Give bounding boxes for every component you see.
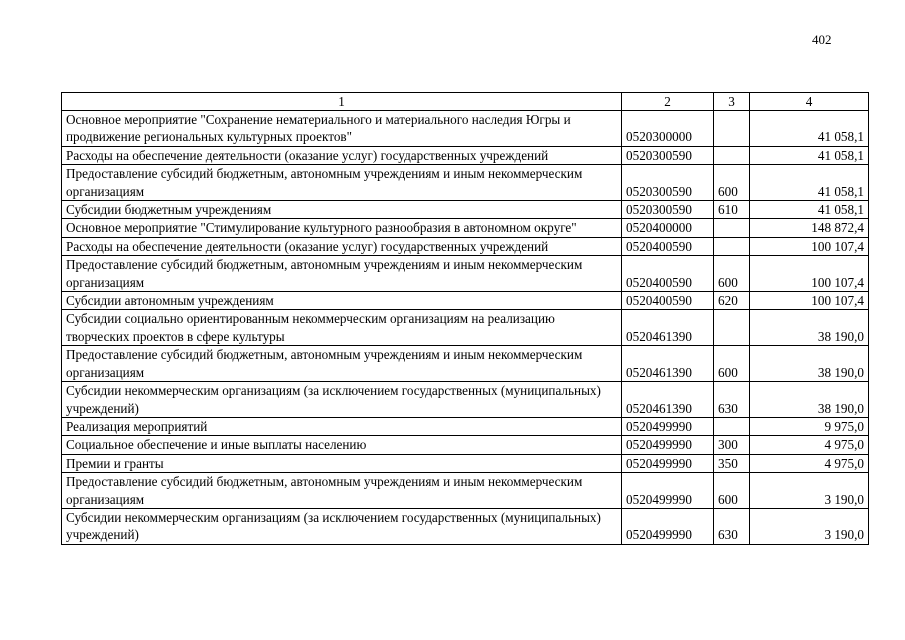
table-row xyxy=(62,346,869,382)
row-amount-cell: 41 058,1 xyxy=(750,111,869,147)
row-expense-type-cell: 600 xyxy=(714,165,750,201)
row-name-cell: Предоставление субсидий бюджетным, автономным учреждениям и иным некоммерческим организациям xyxy=(62,256,622,292)
row-amount-cell: 41 058,1 xyxy=(750,165,869,201)
header-col-3: 3 xyxy=(714,93,750,111)
row-amount-cell: 41 058,1 xyxy=(750,146,869,164)
row-expense-type-cell: 300 xyxy=(714,436,750,454)
header-row xyxy=(62,93,869,111)
row-code-cell: 0520300000 xyxy=(622,111,714,147)
row-name-cell: Предоставление субсидий бюджетным, автономным учреждениям и иным некоммерческим организациям xyxy=(62,473,622,509)
row-code-cell: 0520300590 xyxy=(622,201,714,219)
row-code-cell: 0520300590 xyxy=(622,165,714,201)
table-row xyxy=(62,454,869,472)
row-amount-cell: 100 107,4 xyxy=(750,256,869,292)
row-name-cell: Основное мероприятие "Стимулирование культурного разнообразия в автономном округе" xyxy=(62,219,622,237)
row-code-cell: 0520300590 xyxy=(622,146,714,164)
row-name-cell: Субсидии социально ориентированным некоммерческим организациям на реализацию творческих проектов в сфере культуры xyxy=(62,310,622,346)
row-code-cell: 0520400000 xyxy=(622,219,714,237)
table-row xyxy=(62,201,869,219)
row-expense-type-cell xyxy=(714,111,750,147)
row-expense-type-cell: 630 xyxy=(714,382,750,418)
row-name-cell: Расходы на обеспечение деятельности (оказание услуг) государственных учреждений xyxy=(62,237,622,255)
row-name-cell: Премии и гранты xyxy=(62,454,622,472)
table-row xyxy=(62,417,869,435)
row-amount-cell: 3 190,0 xyxy=(750,473,869,509)
table-row xyxy=(62,382,869,418)
row-expense-type-cell xyxy=(714,310,750,346)
table-row xyxy=(62,111,869,147)
row-code-cell: 0520400590 xyxy=(622,237,714,255)
row-amount-cell: 41 058,1 xyxy=(750,201,869,219)
row-code-cell: 0520461390 xyxy=(622,310,714,346)
row-amount-cell: 38 190,0 xyxy=(750,346,869,382)
row-expense-type-cell: 620 xyxy=(714,292,750,310)
row-code-cell: 0520499990 xyxy=(622,508,714,544)
header-col-4: 4 xyxy=(750,93,869,111)
header-col-2: 2 xyxy=(622,93,714,111)
row-code-cell: 0520499990 xyxy=(622,436,714,454)
table-row xyxy=(62,310,869,346)
row-code-cell: 0520499990 xyxy=(622,417,714,435)
table-row xyxy=(62,436,869,454)
row-amount-cell: 4 975,0 xyxy=(750,454,869,472)
row-name-cell: Основное мероприятие "Сохранение нематериального и материального наследия Югры и продвижение региональных культурных проектов" xyxy=(62,111,622,147)
row-amount-cell: 38 190,0 xyxy=(750,310,869,346)
row-code-cell: 0520400590 xyxy=(622,256,714,292)
row-code-cell: 0520400590 xyxy=(622,292,714,310)
row-amount-cell: 38 190,0 xyxy=(750,382,869,418)
table-row xyxy=(62,473,869,509)
row-amount-cell: 100 107,4 xyxy=(750,292,869,310)
row-amount-cell: 9 975,0 xyxy=(750,417,869,435)
row-code-cell: 0520461390 xyxy=(622,382,714,418)
page-number: 402 xyxy=(812,32,832,47)
row-expense-type-cell: 350 xyxy=(714,454,750,472)
row-name-cell: Субсидии автономным учреждениям xyxy=(62,292,622,310)
row-expense-type-cell xyxy=(714,146,750,164)
row-amount-cell: 100 107,4 xyxy=(750,237,869,255)
table-row xyxy=(62,237,869,255)
row-amount-cell: 4 975,0 xyxy=(750,436,869,454)
table-row xyxy=(62,146,869,164)
row-name-cell: Реализация мероприятий xyxy=(62,417,622,435)
table-row xyxy=(62,256,869,292)
row-expense-type-cell: 600 xyxy=(714,256,750,292)
row-name-cell: Социальное обеспечение и иные выплаты населению xyxy=(62,436,622,454)
row-amount-cell: 148 872,4 xyxy=(750,219,869,237)
row-name-cell: Предоставление субсидий бюджетным, автономным учреждениям и иным некоммерческим организациям xyxy=(62,346,622,382)
row-code-cell: 0520499990 xyxy=(622,454,714,472)
row-name-cell: Расходы на обеспечение деятельности (оказание услуг) государственных учреждений xyxy=(62,146,622,164)
row-expense-type-cell: 610 xyxy=(714,201,750,219)
table-row xyxy=(62,508,869,544)
row-expense-type-cell xyxy=(714,237,750,255)
row-name-cell: Субсидии некоммерческим организациям (за исключением государственных (муниципальных) учреждений) xyxy=(62,382,622,418)
row-expense-type-cell xyxy=(714,417,750,435)
row-amount-cell: 3 190,0 xyxy=(750,508,869,544)
row-name-cell: Предоставление субсидий бюджетным, автономным учреждениям и иным некоммерческим организациям xyxy=(62,165,622,201)
table-row xyxy=(62,292,869,310)
row-name-cell: Субсидии бюджетным учреждениям xyxy=(62,201,622,219)
row-expense-type-cell: 600 xyxy=(714,346,750,382)
row-code-cell: 0520499990 xyxy=(622,473,714,509)
row-expense-type-cell: 600 xyxy=(714,473,750,509)
table-row xyxy=(62,219,869,237)
row-expense-type-cell: 630 xyxy=(714,508,750,544)
row-name-cell: Субсидии некоммерческим организациям (за исключением государственных (муниципальных) учреждений) xyxy=(62,508,622,544)
row-expense-type-cell xyxy=(714,219,750,237)
row-code-cell: 0520461390 xyxy=(622,346,714,382)
budget-table xyxy=(61,92,869,545)
table-row xyxy=(62,165,869,201)
header-col-1: 1 xyxy=(62,93,622,111)
